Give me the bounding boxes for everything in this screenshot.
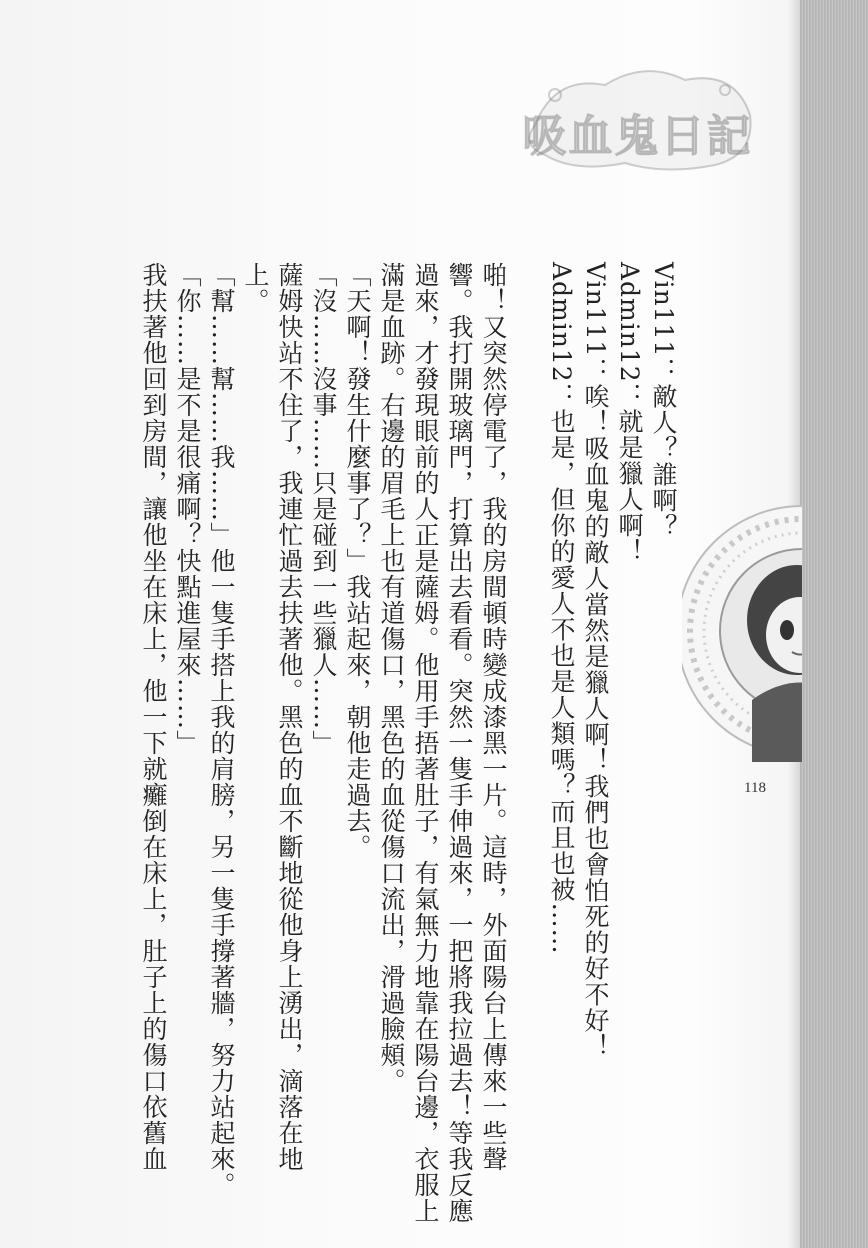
page-number: 118 bbox=[744, 780, 766, 796]
text-column: Vin111：唉！吸血鬼的敵人當然是獵人啊！我們也會怕死的好不好！ bbox=[581, 262, 610, 1060]
text-column: 「你……是不是很痛啊？快點進屋來……」 bbox=[173, 262, 202, 756]
text-column: 我扶著他回到房間，讓他坐在床上，他一下就癱倒在床上，肚子上的傷口依舊血 bbox=[139, 262, 168, 1172]
text-column-blank bbox=[510, 262, 544, 1162]
text-column: 「沒……沒事……只是碰到一些獵人……」 bbox=[309, 262, 338, 756]
text-column: 響。我打開玻璃門，打算出去看看。突然一隻手伸過來，一把將我拉過去！等我反應 bbox=[445, 262, 474, 1224]
text-column: 薩姆快站不住了，我連忙過去扶著他。黑色的血不斷地從他身上湧出，滴落在地 bbox=[275, 262, 304, 1172]
text-column: 「幫……幫……我……」他一隻手搭上我的肩膀，另一隻手撐著牆，努力站起來。 bbox=[207, 262, 236, 1198]
text-column: Vin111：敵人？誰啊？ bbox=[649, 262, 678, 540]
text-column: 上。 bbox=[241, 262, 270, 314]
text-column: Admin12：也是，但你的愛人不也是人類嗎？而且也被…… bbox=[547, 262, 576, 955]
girl-portrait-icon bbox=[682, 500, 868, 762]
text-column: Admin12：就是獵人啊！ bbox=[615, 262, 644, 565]
text-column: 「天啊！發生什麼事了？」我站起來，朝他走過去。 bbox=[343, 262, 372, 860]
header-decoration-text: 吸血鬼日記 bbox=[522, 111, 753, 162]
text-column: 過來，才發現眼前的人正是薩姆。他用手捂著肚子，有氣無力地靠在陽台邊，衣服上 bbox=[411, 262, 440, 1224]
vertical-text-body bbox=[40, 262, 680, 1224]
text-column: 啪！又突然停電了，我的房間頓時變成漆黑一片。這時，外面陽台上傳來一些聲 bbox=[479, 262, 508, 1172]
text-column: 滿是血跡。右邊的眉毛上也有道傷口，黑色的血從傷口流出，滑過臉頰。 bbox=[377, 262, 406, 1094]
lace-portrait-frame bbox=[682, 500, 868, 762]
header-decoration bbox=[515, 55, 760, 175]
